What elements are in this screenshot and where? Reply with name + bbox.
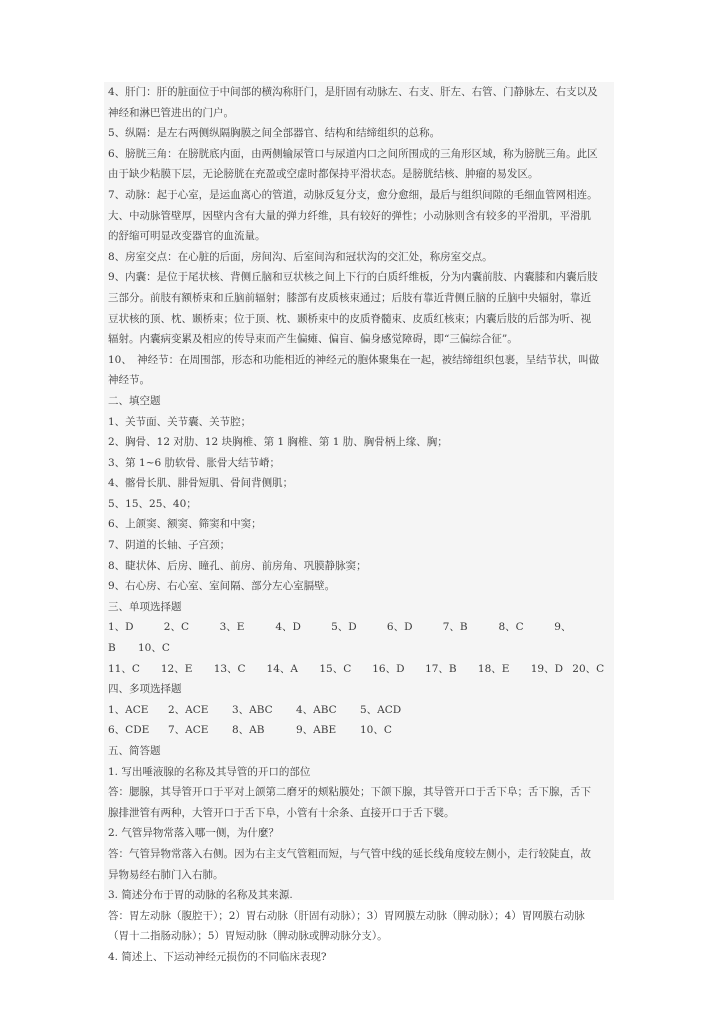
fill-blank-section [108,391,610,597]
text-line: 由于缺少粘膜下层，无论膀胱在充盈或空虚时都保持平滑状态。是膀胱结核、肿瘤的易发区。 [108,168,539,181]
answer-cell: 9、 [554,621,572,634]
question-line: 1. 写出唾液腺的名称及其导管的开口的部位 [108,765,311,778]
text-line: 大、中动脉管壁厚，因壁内含有大量的弹力纤维，具有较好的弹性；小动脉则含有较多的平滑肌，平滑肌 [108,209,591,222]
answer-line: 腺排泄管有两种，大管开口于舌下阜，小管有十余条、直接开口于舌下襞。 [108,806,455,819]
answer-cell: 5、D [331,621,357,634]
question-line: 3. 简述分布于胃的动脉的名称及其来源. [108,889,293,902]
multi-choice-section [108,679,610,741]
text-line: 神经节。 [108,374,150,387]
answer-line: 9、右心房、右心室、室间隔、部分左心室膈壁。 [108,580,336,593]
answer-line: （胃十二指肠动脉）；5）胃短动脉（脾动脉或脾动脉分支）。 [108,930,388,943]
answer-row [108,659,610,680]
text-line: 豆状核的顶、枕、颞桥束；位于顶、枕、颞桥束中的皮质脊髓束、皮质红核束；内囊后肢的后部为听、视 [108,312,591,325]
answer-row [108,700,610,721]
text-line: 4、肝门：肝的脏面位于中间部的横沟称肝门，是肝固有动脉左、右支、肝左、右管、门静脉左、右支以及 [108,86,598,98]
section-heading: 二、填空题 [108,394,161,407]
answer-line: 答：腮腺，其导管开口于平对上颌第二磨牙的颊粘膜处；下颌下腺，其导管开口于舌下阜；舌下腺，舌下 [108,786,591,799]
answer-line: 3、第 1~6 肋软骨、胀骨大结节嵴； [108,456,281,469]
term-definitions [108,82,610,391]
answer-line: 答：气管异物常落入右侧。因为右主支气管粗而短，与气管中线的延长线角度较左侧小，走行较陡直，故 [108,847,591,860]
answer-line: 1、关节面、关节囊、关节腔； [108,415,252,428]
text-line: 6、膀胱三角：在膀胱底内面，由两侧输尿管口与尿道内口之间所围成的三角形区域，称为膀胱三角。此区 [108,147,598,160]
answer-cell: 4、ABC [296,703,337,716]
answer-cell: 19、D [530,662,564,675]
answer-line: 6、上颌窦、额窦、筛窦和中窦； [108,518,262,531]
text-line: 9、内囊：是位于尾状核、背侧丘脑和豆状核之间上下行的白质纤维板，分为内囊前肢、内囊膝和内囊后肢 [108,271,598,284]
text-line: 三部分。前肢有额桥束和丘脑前辐射；膝部有皮质核束通过；后肢有靠近背侧丘脑的丘脑中央辐射，靠近 [108,291,591,304]
question-line: 2. 气管异物常落入哪一侧，为什麼？ [108,827,279,840]
document-content [104,82,614,968]
answer-cell: 11、C [108,662,140,675]
single-choice-section [108,597,610,679]
answer-line: 5、15、25、40； [108,497,197,510]
answer-row [108,638,610,659]
answer-line: 2、胸骨、12 对肋、12 块胸椎、第 1 胸椎、第 1 肋、胸骨柄上缘、胸； [108,436,448,449]
answer-cell: 1、D [108,621,134,634]
text-line: 5、纵隔：是左右两侧纵隔胸膜之间全部器官、结构和结缔组织的总称。 [108,127,441,140]
answer-cell: 13、C [213,662,246,675]
answer-cell: 7、B [442,621,468,634]
answer-cell: 18、E [477,662,510,675]
answer-cell: 14、A [266,662,298,675]
section-heading: 三、单项选择题 [108,600,182,613]
answer-cell: 7、ACE [168,724,209,737]
answer-line: 异物易经右肺门入右肺。 [108,868,224,881]
answer-cell: 15、C [319,662,352,675]
answer-cell: 12、E [160,662,193,675]
answer-cell: 2、ACE [168,703,209,716]
text-line: 10、 神经节：在周围部，形态和功能相近的神经元的胞体聚集在一起，被结缔组织包裹，呈结节状，叫做 [108,353,600,366]
document-page [104,82,614,963]
answer-cell: 3、E [219,621,245,634]
answer-line: 答：胃左动脉（腹腔干）；2）胃右动脉（肝固有动脉）；3）胃网膜左动脉（脾动脉）；4）胃网膜右动脉 [108,909,585,922]
answer-cell: 3、ABC [232,703,273,716]
answer-cell: 6、D [386,621,413,634]
answer-cell: 20、C [572,662,605,675]
answer-line: 8、睫状体、后房、瞳孔、前房、前房角、巩膜静脉窦； [108,559,367,572]
answer-cell: 1、ACE [108,703,149,716]
answer-cell: 17、B [425,662,457,675]
answer-line: 4、髂骨长肌、腓骨短肌、骨间背侧肌； [108,477,294,490]
answer-line: 7、阴道的长轴、子宫颈； [108,539,231,552]
answer-cell: 4、D [275,621,301,634]
answer-cell: 2、C [163,621,189,634]
answer-cell: 9、ABE [296,724,337,737]
answer-cell: 10、C [360,724,392,737]
answer-cell: B [108,642,116,655]
answer-cell: 10、C [138,642,170,655]
answer-row [108,720,610,741]
question-line: 4. 简述上、下运动神经元损伤的不同临床表现? [108,950,327,963]
text-line: 的舒缩可明显改变器官的血流量。 [108,230,266,243]
short-answer-section [108,741,610,968]
text-line: 辐射。内囊病变累及相应的传导束而产生偏瘫、偏盲、偏身感觉障碍，即“三偏综合征”。 [108,333,518,346]
answer-cell: 5、ACD [360,703,402,716]
answer-row [108,617,610,638]
answer-cell: 8、C [498,621,524,634]
answer-cell: 16、D [372,662,405,675]
answer-cell: 8、AB [232,724,265,737]
section-heading: 四、多项选择题 [108,683,182,696]
text-line: 7、动脉：起于心室，是运血离心的管道，动脉反复分支，愈分愈细，最后与组织间隙的毛细血管网相连。 [108,188,598,201]
answer-cell: 6、CDE [108,724,150,737]
section-heading: 五、简答题 [108,745,161,757]
text-line: 8、房室交点：在心脏的后面，房间沟、后室间沟和冠状沟的交汇处，称房室交点。 [108,250,493,263]
text-line: 神经和淋巴管进出的门户。 [108,106,234,119]
